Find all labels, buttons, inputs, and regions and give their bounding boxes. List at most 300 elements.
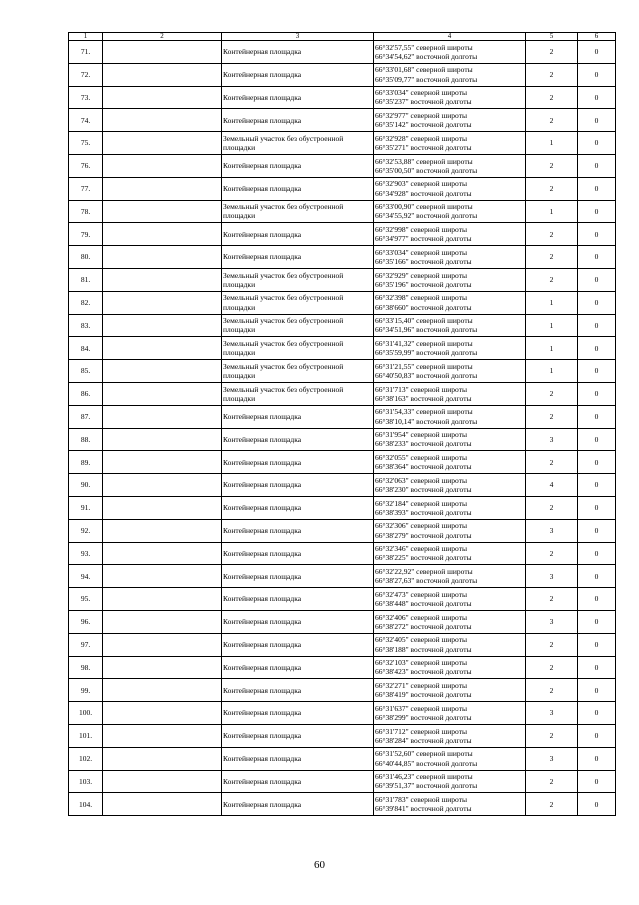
coordinates: [374, 724, 526, 747]
page-number: 60: [314, 859, 325, 871]
col6-value: 0: [578, 360, 616, 383]
table-row: [69, 41, 616, 64]
coordinates: [374, 588, 526, 611]
row-col2: [103, 656, 222, 679]
site-type: Контейнерная площадка: [222, 770, 374, 793]
latitude: 66°31'21,55" северной широты: [375, 361, 473, 371]
col6-value: 0: [578, 679, 616, 702]
table-body: [69, 41, 616, 816]
longitude: 66°38'423" восточной долготы: [375, 667, 472, 677]
row-number: 74.: [69, 109, 103, 132]
longitude: 66°38'225" восточной долготы: [375, 553, 472, 563]
site-type: Контейнерная площадка: [222, 633, 374, 656]
site-type: Контейнерная площадка: [222, 565, 374, 588]
longitude: 66°38'284" восточной долготы: [375, 735, 472, 745]
site-type: Контейнерная площадка: [222, 474, 374, 497]
row-number: 95.: [69, 588, 103, 611]
site-type: Контейнерная площадка: [222, 588, 374, 611]
site-type: Контейнерная площадка: [222, 177, 374, 200]
row-number: 73.: [69, 86, 103, 109]
longitude: 66°38'299" восточной долготы: [375, 713, 472, 722]
table-row: [69, 154, 616, 177]
table-row: [69, 496, 616, 519]
row-number: 89.: [69, 451, 103, 474]
longitude: 66°38'188" восточной долготы: [375, 644, 472, 654]
site-type: Земельный участок без обустроенной площадки: [222, 268, 374, 291]
longitude: 66°34'54,62" восточной долготы: [375, 51, 478, 61]
latitude: 66°31'637" северной широты: [375, 703, 468, 713]
latitude: 66°33'034" северной широты: [375, 88, 468, 98]
row-number: 76.: [69, 154, 103, 177]
row-number: 99.: [69, 679, 103, 702]
coordinates: [374, 132, 526, 155]
latitude: 66°31'713" северной широты: [375, 384, 468, 394]
col6-value: 0: [578, 63, 616, 86]
table-row: [69, 451, 616, 474]
col5-value: 2: [526, 109, 578, 132]
coordinates: [374, 770, 526, 793]
longitude: 66°39'51,37" восточной долготы: [375, 781, 478, 791]
coordinates: [374, 360, 526, 383]
col5-value: 3: [526, 565, 578, 588]
row-col2: [103, 519, 222, 542]
site-type: Контейнерная площадка: [222, 154, 374, 177]
row-number: 78.: [69, 200, 103, 223]
row-number: 102.: [69, 747, 103, 770]
row-number: 100.: [69, 702, 103, 725]
longitude: 66°34'55,92" восточной долготы: [375, 211, 478, 221]
table-row: [69, 565, 616, 588]
col6-value: 0: [578, 542, 616, 565]
row-number: 83.: [69, 314, 103, 337]
row-col2: [103, 679, 222, 702]
coordinates: [374, 542, 526, 565]
longitude: 66°34'928" восточной долготы: [375, 188, 472, 198]
col5-value: 2: [526, 656, 578, 679]
header-col-3: 3: [222, 33, 374, 41]
col5-value: 1: [526, 360, 578, 383]
longitude: 66°34'51,96" восточной долготы: [375, 325, 478, 335]
table-row: [69, 337, 616, 360]
table-row: [69, 588, 616, 611]
row-col2: [103, 132, 222, 155]
coordinates: [374, 633, 526, 656]
longitude: 66°40'50,83" восточной долготы: [375, 371, 478, 381]
col6-value: 0: [578, 633, 616, 656]
row-col2: [103, 177, 222, 200]
row-number: 97.: [69, 633, 103, 656]
row-col2: [103, 428, 222, 451]
table-row: [69, 132, 616, 155]
table-row: [69, 679, 616, 702]
row-number: 88.: [69, 428, 103, 451]
col6-value: 0: [578, 610, 616, 633]
latitude: 66°32'998" северной широты: [375, 225, 468, 235]
row-col2: [103, 542, 222, 565]
table-row: [69, 360, 616, 383]
row-number: 80.: [69, 246, 103, 269]
col5-value: 3: [526, 610, 578, 633]
latitude: 66°32'22,92" северной широты: [375, 567, 473, 577]
coordinates: [374, 246, 526, 269]
longitude: 66°38'448" восточной долготы: [375, 599, 472, 609]
col5-value: 2: [526, 793, 578, 816]
coordinates: [374, 474, 526, 497]
table-row: [69, 542, 616, 565]
latitude: 66°31'783" северной широты: [375, 794, 468, 804]
row-number: 91.: [69, 496, 103, 519]
col5-value: 1: [526, 337, 578, 360]
longitude: 66°35'59,99" восточной долготы: [375, 348, 478, 358]
col6-value: 0: [578, 656, 616, 679]
table-row: [69, 770, 616, 793]
col6-value: 0: [578, 588, 616, 611]
row-col2: [103, 565, 222, 588]
col5-value: 2: [526, 382, 578, 405]
row-col2: [103, 702, 222, 725]
row-col2: [103, 291, 222, 314]
row-number: 96.: [69, 610, 103, 633]
row-col2: [103, 337, 222, 360]
site-type: Контейнерная площадка: [222, 405, 374, 428]
site-type: Контейнерная площадка: [222, 610, 374, 633]
site-type: Земельный участок без обустроенной площадки: [222, 314, 374, 337]
latitude: 66°31'954" северной широты: [375, 430, 468, 440]
longitude: 66°35'166" восточной долготы: [375, 257, 472, 267]
longitude: 66°38'272" восточной долготы: [375, 621, 472, 631]
site-type: Контейнерная площадка: [222, 542, 374, 565]
coordinates: [374, 428, 526, 451]
col5-value: 2: [526, 86, 578, 109]
latitude: 66°32'063" северной широты: [375, 475, 468, 485]
coordinates: [374, 200, 526, 223]
site-type: Контейнерная площадка: [222, 451, 374, 474]
longitude: 66°38'393" восточной долготы: [375, 507, 472, 517]
site-type: Контейнерная площадка: [222, 747, 374, 770]
latitude: 66°31'41,32" северной широты: [375, 339, 473, 349]
longitude: 66°38'233" восточной долготы: [375, 439, 472, 449]
longitude: 66°35'196" восточной долготы: [375, 279, 472, 289]
row-col2: [103, 109, 222, 132]
longitude: 66°38'10,14" восточной долготы: [375, 416, 478, 426]
coordinates: [374, 337, 526, 360]
table-row: [69, 200, 616, 223]
row-col2: [103, 496, 222, 519]
longitude: 66°39'841" восточной долготы: [375, 804, 472, 814]
row-number: 101.: [69, 724, 103, 747]
site-type: Земельный участок без обустроенной площадки: [222, 132, 374, 155]
coordinates: [374, 41, 526, 64]
row-number: 87.: [69, 405, 103, 428]
row-number: 81.: [69, 268, 103, 291]
coordinates: [374, 565, 526, 588]
row-col2: [103, 200, 222, 223]
latitude: 66°32'398" северной широты: [375, 293, 468, 303]
latitude: 66°33'00,90" северной широты: [375, 202, 473, 212]
row-col2: [103, 588, 222, 611]
latitude: 66°32'406" северной широты: [375, 612, 468, 622]
latitude: 66°32'184" северной широты: [375, 498, 468, 508]
row-col2: [103, 246, 222, 269]
header-row: [69, 33, 616, 41]
site-type: Земельный участок без обустроенной площадки: [222, 360, 374, 383]
col6-value: 0: [578, 565, 616, 588]
col6-value: 0: [578, 291, 616, 314]
table-row: [69, 724, 616, 747]
col5-value: 1: [526, 314, 578, 337]
site-type: Контейнерная площадка: [222, 519, 374, 542]
row-col2: [103, 41, 222, 64]
latitude: 66°32'271" северной широты: [375, 681, 468, 690]
coordinates: [374, 519, 526, 542]
row-col2: [103, 793, 222, 816]
col6-value: 0: [578, 451, 616, 474]
col5-value: 1: [526, 132, 578, 155]
row-number: 90.: [69, 474, 103, 497]
col5-value: 3: [526, 702, 578, 725]
table-row: [69, 86, 616, 109]
longitude: 66°38'279" восточной долготы: [375, 530, 472, 540]
col5-value: 2: [526, 246, 578, 269]
table-row: [69, 474, 616, 497]
header-col-1: 1: [69, 33, 103, 41]
row-col2: [103, 405, 222, 428]
longitude: 66°38'419" восточной долготы: [375, 690, 472, 700]
site-type: Контейнерная площадка: [222, 679, 374, 702]
table-row: [69, 177, 616, 200]
coordinates: [374, 405, 526, 428]
coordinates: [374, 63, 526, 86]
header-col-4: 4: [374, 33, 526, 41]
row-number: 94.: [69, 565, 103, 588]
table-row: [69, 223, 616, 246]
col5-value: 1: [526, 200, 578, 223]
row-number: 85.: [69, 360, 103, 383]
col5-value: 3: [526, 747, 578, 770]
coordinates: [374, 702, 526, 725]
row-col2: [103, 724, 222, 747]
col5-value: 2: [526, 588, 578, 611]
table-row: [69, 610, 616, 633]
coordinates: [374, 679, 526, 702]
table-row: [69, 63, 616, 86]
table-row: [69, 793, 616, 816]
longitude: 66°38'660" восточной долготы: [375, 302, 472, 312]
row-number: 104.: [69, 793, 103, 816]
latitude: 66°32'405" северной широты: [375, 635, 468, 645]
col5-value: 3: [526, 519, 578, 542]
site-type: Земельный участок без обустроенной площадки: [222, 382, 374, 405]
col6-value: 0: [578, 337, 616, 360]
col6-value: 0: [578, 496, 616, 519]
coordinates: [374, 86, 526, 109]
col6-value: 0: [578, 314, 616, 337]
col6-value: 0: [578, 268, 616, 291]
site-type: Контейнерная площадка: [222, 86, 374, 109]
col6-value: 0: [578, 702, 616, 725]
row-col2: [103, 451, 222, 474]
col5-value: 2: [526, 451, 578, 474]
row-col2: [103, 610, 222, 633]
longitude: 66°38'230" восточной долготы: [375, 485, 472, 495]
coordinates: [374, 291, 526, 314]
row-col2: [103, 633, 222, 656]
col5-value: 2: [526, 268, 578, 291]
coordinates: [374, 496, 526, 519]
site-type: Контейнерная площадка: [222, 428, 374, 451]
table-row: [69, 405, 616, 428]
latitude: 66°32'473" северной широты: [375, 589, 468, 599]
col5-value: 2: [526, 770, 578, 793]
coordinates: [374, 656, 526, 679]
latitude: 66°31'712" северной широты: [375, 726, 468, 736]
latitude: 66°31'54,33" северной широты: [375, 407, 473, 417]
header-col-5: 5: [526, 33, 578, 41]
table-row: [69, 747, 616, 770]
col5-value: 2: [526, 154, 578, 177]
site-type: Контейнерная площадка: [222, 63, 374, 86]
coordinates: [374, 223, 526, 246]
latitude: 66°33'15,40" северной широты: [375, 316, 473, 326]
col5-value: 2: [526, 724, 578, 747]
row-col2: [103, 154, 222, 177]
site-type: Контейнерная площадка: [222, 109, 374, 132]
col6-value: 0: [578, 86, 616, 109]
col6-value: 0: [578, 793, 616, 816]
row-col2: [103, 63, 222, 86]
latitude: 66°33'034" северной широты: [375, 247, 468, 257]
row-col2: [103, 770, 222, 793]
col6-value: 0: [578, 132, 616, 155]
table-row: [69, 428, 616, 451]
latitude: 66°32'57,55" северной широты: [375, 42, 473, 52]
col6-value: 0: [578, 405, 616, 428]
latitude: 66°32'346" северной широты: [375, 544, 468, 554]
coordinates: [374, 382, 526, 405]
latitude: 66°32'928" северной широты: [375, 133, 468, 143]
col5-value: 2: [526, 41, 578, 64]
longitude: 66°35'142" восточной долготы: [375, 120, 472, 130]
table-row: [69, 633, 616, 656]
col6-value: 0: [578, 41, 616, 64]
col6-value: 0: [578, 474, 616, 497]
latitude: 66°32'903" северной широты: [375, 179, 468, 189]
site-type: Контейнерная площадка: [222, 496, 374, 519]
col6-value: 0: [578, 428, 616, 451]
col6-value: 0: [578, 200, 616, 223]
row-number: 103.: [69, 770, 103, 793]
col6-value: 0: [578, 770, 616, 793]
row-number: 75.: [69, 132, 103, 155]
site-type: Контейнерная площадка: [222, 793, 374, 816]
coordinates: [374, 610, 526, 633]
col6-value: 0: [578, 724, 616, 747]
col5-value: 2: [526, 405, 578, 428]
latitude: 66°32'929" северной широты: [375, 270, 468, 280]
col5-value: 2: [526, 496, 578, 519]
site-type: Контейнерная площадка: [222, 223, 374, 246]
col5-value: 4: [526, 474, 578, 497]
row-col2: [103, 474, 222, 497]
table-row: [69, 314, 616, 337]
row-number: 72.: [69, 63, 103, 86]
longitude: 66°35'00,50" восточной долготы: [375, 165, 478, 175]
table-row: [69, 268, 616, 291]
table-row: [69, 291, 616, 314]
coordinates: [374, 154, 526, 177]
site-type: Контейнерная площадка: [222, 702, 374, 725]
latitude: 66°31'46,23" северной широты: [375, 772, 473, 782]
col5-value: 2: [526, 63, 578, 86]
row-number: 86.: [69, 382, 103, 405]
row-number: 93.: [69, 542, 103, 565]
latitude: 66°32'055" северной широты: [375, 453, 468, 463]
site-type: Земельный участок без обустроенной площадки: [222, 291, 374, 314]
table-row: [69, 382, 616, 405]
col5-value: 2: [526, 542, 578, 565]
row-col2: [103, 86, 222, 109]
row-col2: [103, 747, 222, 770]
col6-value: 0: [578, 519, 616, 542]
longitude: 66°35'09,77" восточной долготы: [375, 74, 478, 84]
coordinates: [374, 747, 526, 770]
col5-value: 2: [526, 223, 578, 246]
col6-value: 0: [578, 109, 616, 132]
longitude: 66°34'977" восточной долготы: [375, 234, 472, 244]
coordinates: [374, 314, 526, 337]
col6-value: 0: [578, 246, 616, 269]
row-number: 84.: [69, 337, 103, 360]
row-col2: [103, 360, 222, 383]
table-row: [69, 246, 616, 269]
header-col-6: 6: [578, 33, 616, 41]
row-col2: [103, 314, 222, 337]
site-type: Контейнерная площадка: [222, 724, 374, 747]
site-type: Контейнерная площадка: [222, 656, 374, 679]
col6-value: 0: [578, 223, 616, 246]
latitude: 66°32'977" северной широты: [375, 111, 468, 121]
col5-value: 2: [526, 679, 578, 702]
coordinates: [374, 109, 526, 132]
row-col2: [103, 268, 222, 291]
site-type: Земельный участок без обустроенной площадки: [222, 337, 374, 360]
col5-value: 2: [526, 633, 578, 656]
col6-value: 0: [578, 382, 616, 405]
header-col-2: 2: [103, 33, 222, 41]
site-type: Контейнерная площадка: [222, 246, 374, 269]
row-col2: [103, 223, 222, 246]
latitude: 66°32'306" северной широты: [375, 521, 468, 531]
col6-value: 0: [578, 154, 616, 177]
row-col2: [103, 382, 222, 405]
table-row: [69, 656, 616, 679]
latitude: 66°32'103" северной широты: [375, 658, 468, 668]
site-type: Земельный участок без обустроенной площадки: [222, 200, 374, 223]
col5-value: 1: [526, 291, 578, 314]
latitude: 66°33'01,68" северной широты: [375, 65, 473, 75]
table-row: [69, 109, 616, 132]
latitude: 66°32'53,88" северной широты: [375, 156, 473, 166]
coordinates: [374, 451, 526, 474]
row-number: 92.: [69, 519, 103, 542]
longitude: 66°35'237" восточной долготы: [375, 97, 472, 107]
col5-value: 2: [526, 177, 578, 200]
row-number: 79.: [69, 223, 103, 246]
registry-table: [68, 32, 616, 816]
col6-value: 0: [578, 177, 616, 200]
site-type: Контейнерная площадка: [222, 41, 374, 64]
row-number: 71.: [69, 41, 103, 64]
